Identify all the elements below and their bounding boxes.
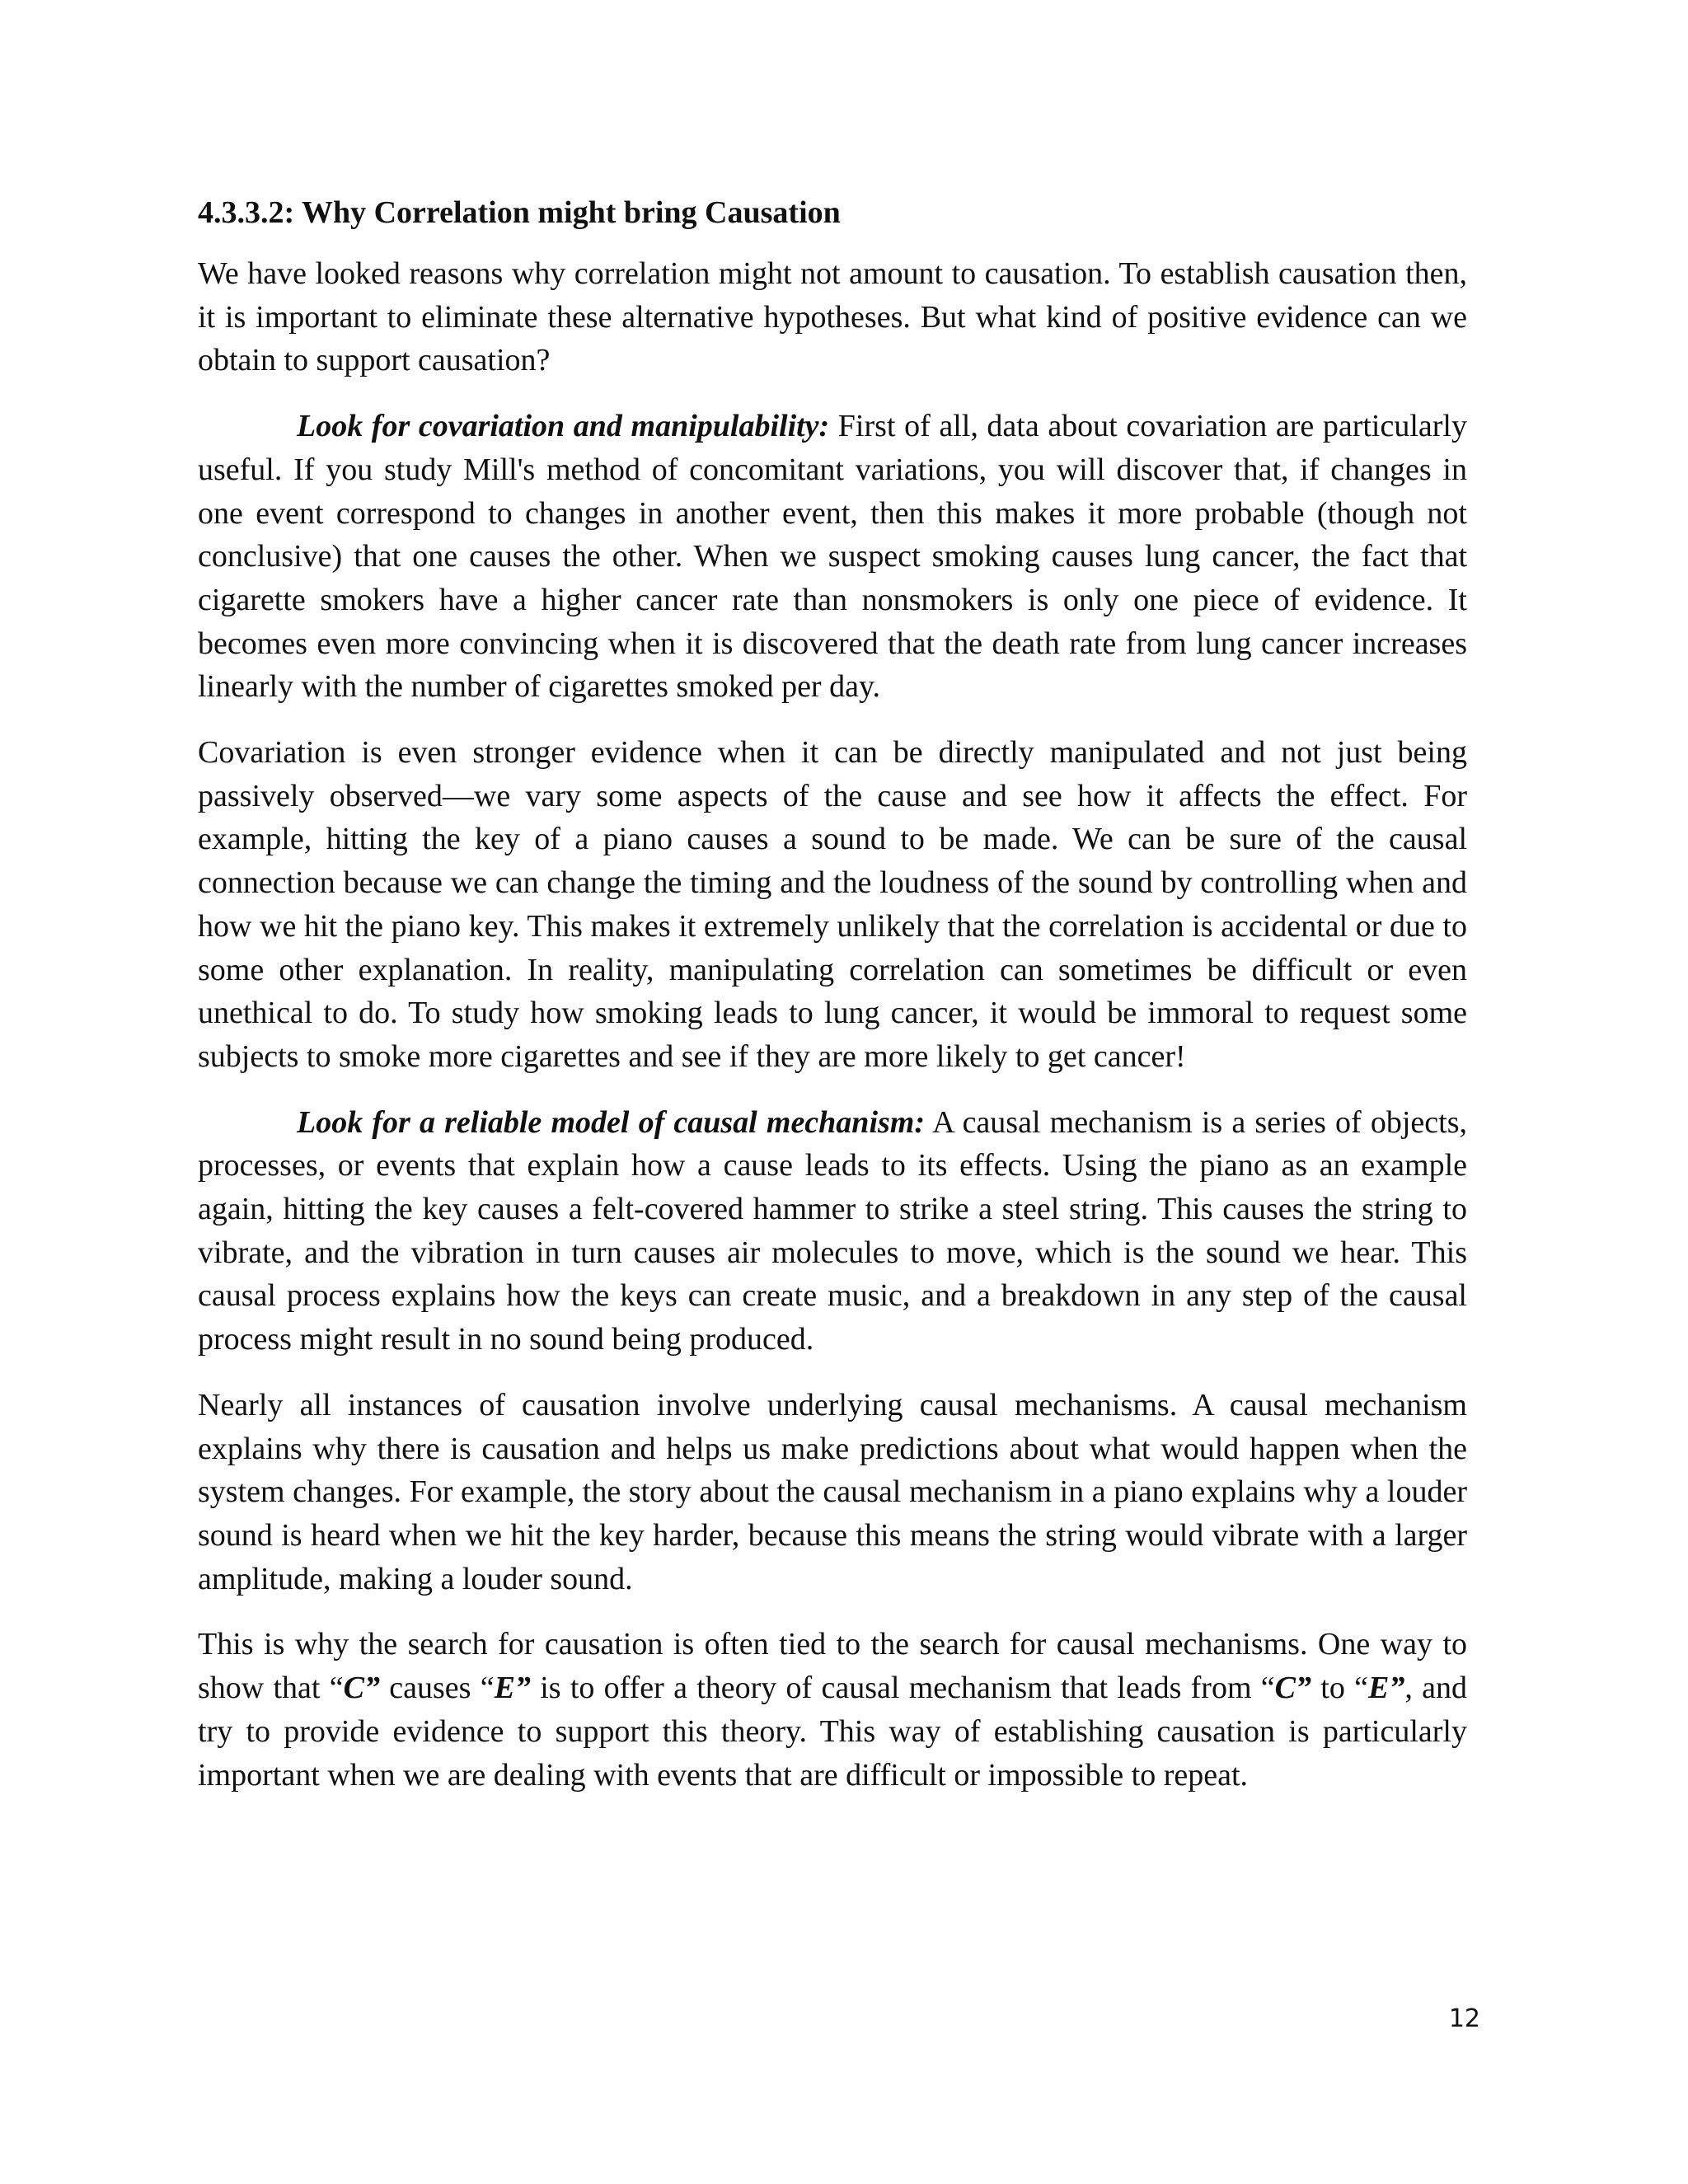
paragraph-text-segment: is to offer a theory of causal mechanism that leads from “ — [530, 1671, 1275, 1706]
variable-e: E” — [494, 1671, 531, 1706]
variable-e: E” — [1367, 1671, 1405, 1706]
paragraph-lead-mechanism: Look for a reliable model of causal mechanism: — [297, 1104, 926, 1140]
paragraph-text: We have looked reasons why correlation might not amount to causation. To establish causation then, it is important to eliminate these alternative hypotheses. But what kind of positive evidence can we obtain to support causation? — [198, 256, 1467, 378]
paragraph-text-segment: , and try to provide evidence to support this theory. This way of establishing causation is particularly important when we are dealing with events that are difficult or impossible to repeat. — [198, 1671, 1467, 1793]
paragraph-conclusion — [198, 1623, 1467, 1797]
variable-c: C” — [1274, 1671, 1312, 1706]
page-content — [198, 191, 1467, 1819]
paragraph-instances — [198, 1384, 1467, 1601]
paragraph-text: Covariation is even stronger evidence when it can be directly manipulated and not just being passively observed—we vary some aspects of the cause and see how it affects the effect. For example, hitting the key of a piano causes a sound to be made. We can be sure of the causal connection because we can change the timing and the loudness of the sound by controlling when and how we hit the piano key. This makes it extremely unlikely that the correlation is accidental or due to some other explanation. In reality, manipulating correlation can sometimes be difficult or even unethical to do. To study how smoking leads to lung cancer, it would be immoral to request some subjects to smoke more cigarettes and see if they are more likely to get cancer! — [198, 735, 1467, 1074]
section-heading: 4.3.3.2: Why Correlation might bring Causation — [198, 195, 841, 230]
paragraph-text: First of all, data about covariation are particularly useful. If you study Mill's method of concomitant variations, you will discover that, if changes in one event correspond to changes in another event, then this makes it more probable (though not conclusive) that one causes the other. When we suspect smoking causes lung cancer, the fact that cigarette smokers have a higher cancer rate than nonsmokers is only one piece of evidence. It becomes even more convincing when it is discovered that the death rate from lung cancer increases linearly with the number of cigarettes smoked per day. — [198, 409, 1467, 705]
paragraph-text: Nearly all instances of causation involve underlying causal mechanisms. A causal mechanism explains why there is causation and helps us make predictions about what would happen when the system changes. For example, the story about the causal mechanism in a piano explains why a louder sound is heard when we hit the key harder, because this means the string would vibrate with a larger amplitude, making a louder sound. — [198, 1387, 1467, 1596]
paragraph-manipulation — [198, 731, 1467, 1079]
paragraph-text-segment: causes “ — [379, 1671, 495, 1706]
page-number: 12 — [1448, 2004, 1480, 2033]
paragraph-intro — [198, 252, 1467, 382]
paragraph-text-segment: This is why the search for causation is often tied to the search for causal mechanisms. One way to show that “ — [198, 1627, 1467, 1706]
paragraph-covariation — [198, 405, 1467, 709]
paragraph-mechanism — [198, 1101, 1467, 1361]
variable-c: C” — [343, 1671, 380, 1706]
paragraph-text-segment: to “ — [1311, 1671, 1368, 1706]
paragraph-text: A causal mechanism is a series of objects, processes, or events that explain how a cause leads to its effects. Using the piano as an example again, hitting the key causes a felt-covered hammer to strike a steel string. This causes the string to vibrate, and the vibration in turn causes air molecules to move, which is the sound we hear. This causal process explains how the keys can create music, and a breakdown in any step of the causal process might result in no sound being produced. — [198, 1104, 1467, 1357]
paragraph-lead-covariation: Look for covariation and manipulability: — [297, 409, 830, 444]
